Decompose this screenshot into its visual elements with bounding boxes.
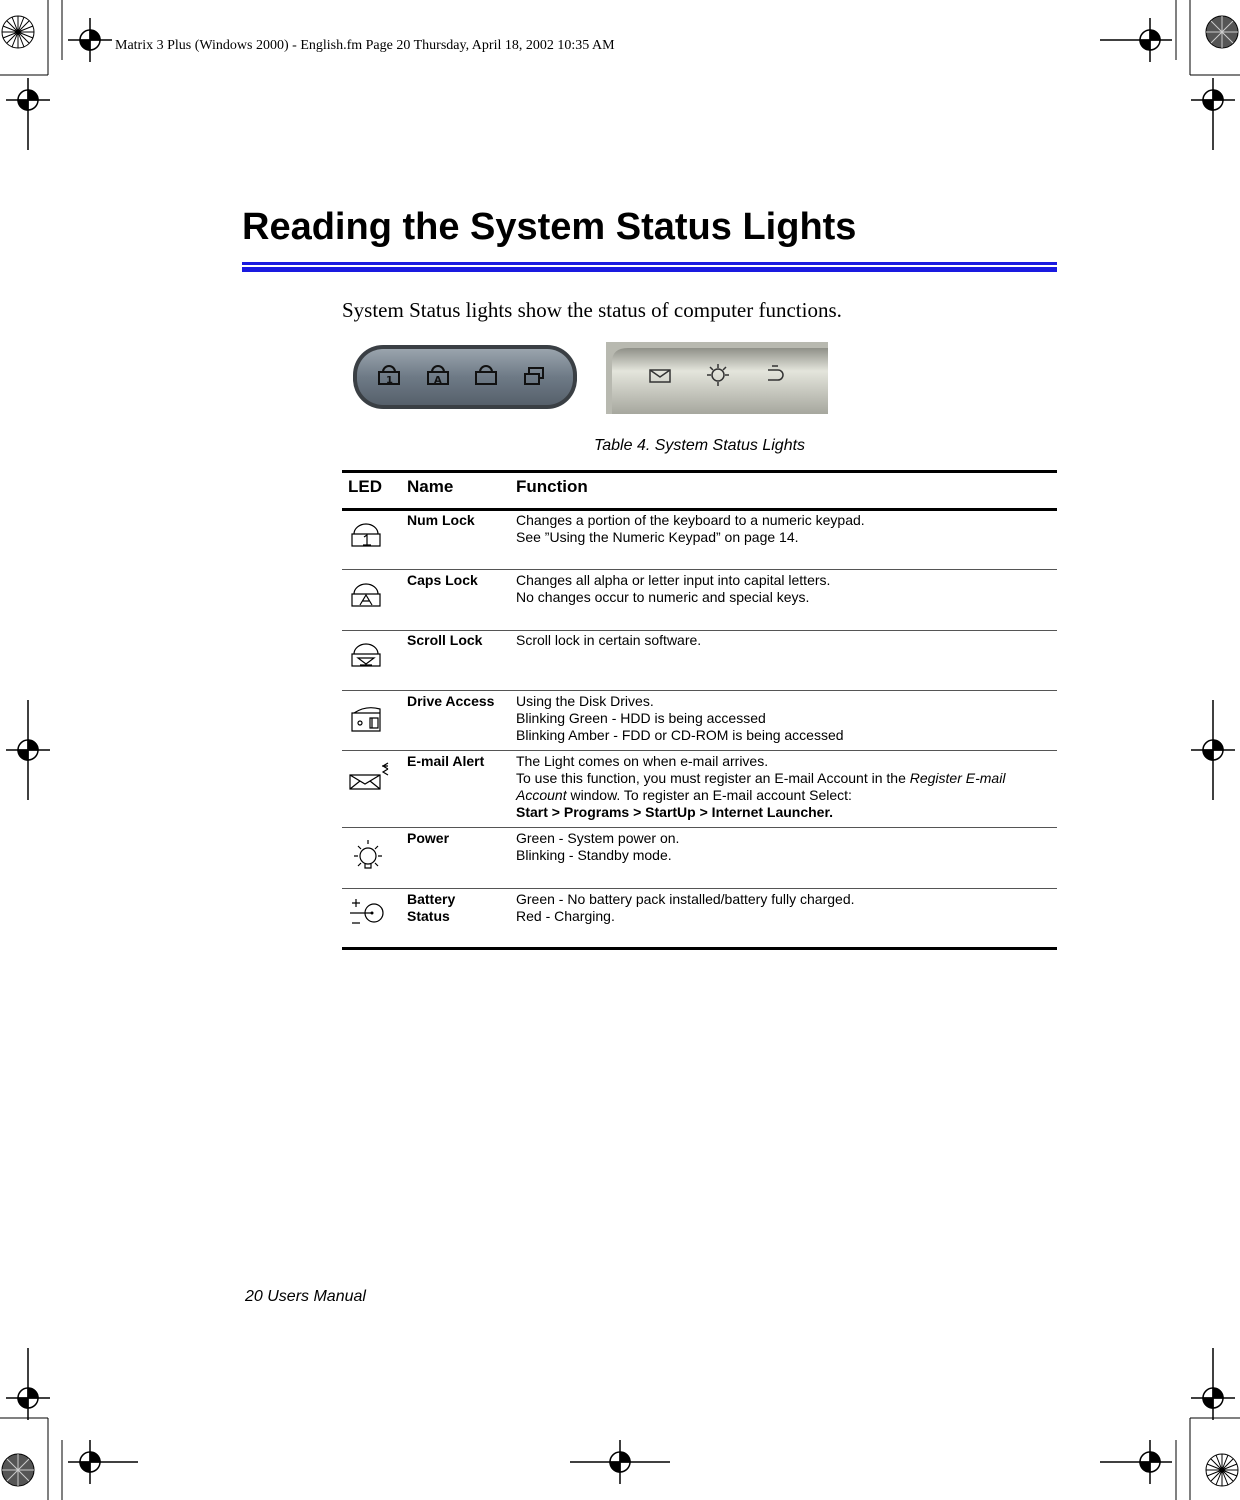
running-head: Matrix 3 Plus (Windows 2000) - English.fm Page 20 Thursday, April 18, 2002 10:35 AM xyxy=(115,38,615,53)
table-row-num-lock xyxy=(342,512,1057,568)
row-divider xyxy=(342,888,1057,889)
led-function: Green - System power on. Blinking - Standby mode. xyxy=(516,830,680,863)
led-panel-right-image xyxy=(606,342,828,414)
header-function: Function xyxy=(516,477,588,496)
table-bottom-rule xyxy=(342,947,1057,950)
table-row-drive-access xyxy=(342,693,1057,749)
table-row-power xyxy=(342,830,1057,886)
led-function: Using the Disk Drives. Blinking Green - HDD is being accessed Blinking Amber - FDD or CD-ROM is being accessed xyxy=(516,693,844,743)
row-divider xyxy=(342,690,1057,691)
header-led: LED xyxy=(348,477,382,496)
row-divider xyxy=(342,827,1057,828)
svg-text:1: 1 xyxy=(386,375,393,386)
table-header-rule xyxy=(342,508,1057,511)
battery-status-icon xyxy=(348,897,392,941)
led-name: Power xyxy=(407,830,450,846)
svg-text:A: A xyxy=(434,375,442,386)
led-name: E-mail Alert xyxy=(407,753,485,769)
led-function: Green - No battery pack installed/battery fully charged. Red - Charging. xyxy=(516,891,855,924)
header-name: Name xyxy=(407,477,454,496)
table-row-battery-status xyxy=(342,891,1057,947)
caps-lock-icon xyxy=(348,578,392,622)
row-divider xyxy=(342,750,1057,751)
led-name: Scroll Lock xyxy=(407,632,483,648)
led-panel-left-image xyxy=(352,344,578,410)
led-name: Num Lock xyxy=(407,512,475,528)
table-top-rule xyxy=(342,470,1057,473)
led-name: Caps Lock xyxy=(407,572,478,588)
led-function: The Light comes on when e-mail arrives. To use this function, you must register an E-mail Account in the Register E-mail Account window. To register an E-mail account Select: Start > Programs > StartUp > Internet Launcher. xyxy=(516,753,1006,820)
page-footer: 20 Users Manual xyxy=(245,1288,366,1305)
email-alert-icon xyxy=(348,759,392,803)
table-caption: Table 4. System Status Lights xyxy=(593,437,806,454)
led-function: Scroll lock in certain software. xyxy=(516,632,702,648)
scroll-lock-icon xyxy=(348,638,392,682)
table-row-email-alert xyxy=(342,753,1057,825)
led-name: Battery Status xyxy=(407,891,456,924)
power-icon xyxy=(348,836,392,880)
table-row-scroll-lock xyxy=(342,632,1057,688)
led-function: Changes a portion of the keyboard to a numeric keypad. See ”Using the Numeric Keypad” on page 14. xyxy=(516,512,865,545)
title-rule-top xyxy=(242,262,1057,265)
row-divider xyxy=(342,569,1057,570)
title-rule-bottom xyxy=(242,267,1057,272)
drive-access-icon xyxy=(348,699,392,743)
led-name: Drive Access xyxy=(407,693,495,709)
intro-text: System Status lights show the status of computer functions. xyxy=(342,298,842,322)
led-function: Changes all alpha or letter input into capital letters. No changes occur to numeric and special keys. xyxy=(516,572,831,605)
page-title: Reading the System Status Lights xyxy=(242,206,857,248)
num-lock-icon xyxy=(348,518,392,562)
table-row-caps-lock xyxy=(342,572,1057,628)
row-divider xyxy=(342,630,1057,631)
